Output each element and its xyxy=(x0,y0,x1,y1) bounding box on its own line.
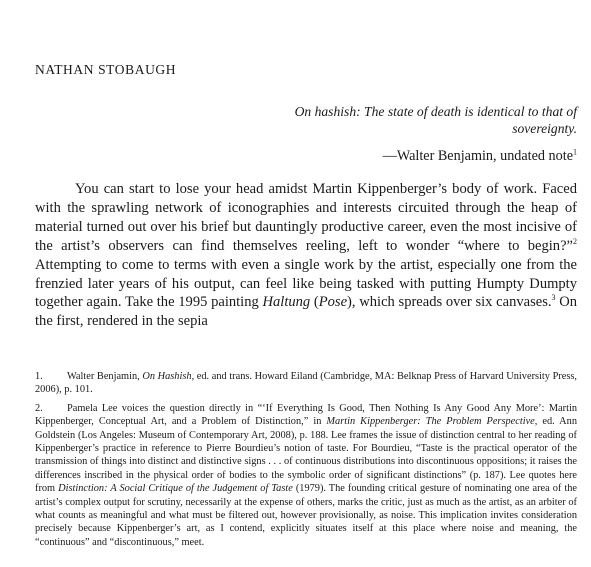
footnote-text: , ed. and trans. Howard Eiland (Cambridge, MA: Belknap Press of Harvard University Press, 2006), p. 101. xyxy=(35,371,578,396)
footnote-ref-3[interactable]: 3 xyxy=(551,293,556,303)
footnote-ref-2[interactable]: 2 xyxy=(573,236,577,246)
footnote-2 xyxy=(35,402,577,549)
body-text-part: You can start to lose your head amidst Martin Kippenberger’s body of work. Faced with the sprawling network of iconographies and interests circuited through the heap of material turned out over his brief but dauntingly productive career, even the most incisive of the artist’s observers can find themselves reeling, left to wonder “where to begin?” xyxy=(35,181,577,254)
footnote-number: 2. xyxy=(35,402,43,414)
attribution-text: —Walter Benjamin, undated note xyxy=(382,148,573,164)
artwork-title: Haltung xyxy=(262,294,311,311)
footnotes-section xyxy=(35,370,577,554)
running-head-author: NATHAN STOBAUGH xyxy=(35,62,177,77)
footnote-title: Martin Kippenberger: The Problem Perspective xyxy=(326,416,535,428)
body-text-part: On the first, rendered in the sepia xyxy=(35,294,578,330)
footnote-title: Distinction: A Social Critique of the Judgement of Taste xyxy=(58,483,293,495)
footnote-text: Walter Benjamin, xyxy=(67,371,143,382)
footnote-text: , ed. Ann Goldstein (Los Angeles: Museum of Contemporary Art, 2008), p. 188. Lee frames the issue of distinction central to her reading of Kippenberger’s practice in reference to Pierre Bourdieu’s notion of taste. For Bourdieu, “Taste is the practical operator of the transmission of things into distinct and distinctive signs . . . of continuous distributions into discontinuous oppositions; it raises the differences inscribed in the physical order of bodies to the symbolic order of significant distinctions” (p. 187). Lee quotes here from xyxy=(35,416,577,495)
footnote-1 xyxy=(35,370,577,397)
epigraph-quote: On hashish: The state of death is identical to that of sovereignty. xyxy=(294,104,577,136)
footnote-text: (1979). The founding critical gesture of nominating one area of the artist’s complex output for scrutiny, necessarily at the expense of others, marks the critic, just as much as the artist, as an arbiter of what counts as meaningful and what must be filtered out, however provisionally, as noise. This implication invites consideration precisely because Kippenberger’s art, as I contend, explicitly situates itself at this place where noise and meaning, the “continuous” and “discontinuous,” meet. xyxy=(35,483,577,548)
footnote-title: On Hashish xyxy=(142,371,192,382)
footnote-ref-1[interactable]: 1 xyxy=(573,147,577,157)
epigraph-attribution xyxy=(383,148,577,165)
body-paragraph xyxy=(35,180,577,331)
footnote-text: Pamela Lee voices the question directly in “‘If Everything Is Good, Then Nothing Is Any Good Any More’: Martin Kippenberger, Conceptual Art, and a Problem of Distinction,” in xyxy=(35,402,577,428)
body-text-part: ), which spreads over six canvases. xyxy=(347,294,552,311)
body-text-part: Attempting to come to terms with even a single work by the artist, especially one from the frenzied later years of his output, can feel like being tasked with putting Humpty Dumpty together again. Take the 1995 painting xyxy=(35,256,577,311)
artwork-title-translation: Pose xyxy=(318,294,348,311)
body-text-part: ( xyxy=(310,294,319,311)
footnote-number: 1. xyxy=(35,371,43,382)
